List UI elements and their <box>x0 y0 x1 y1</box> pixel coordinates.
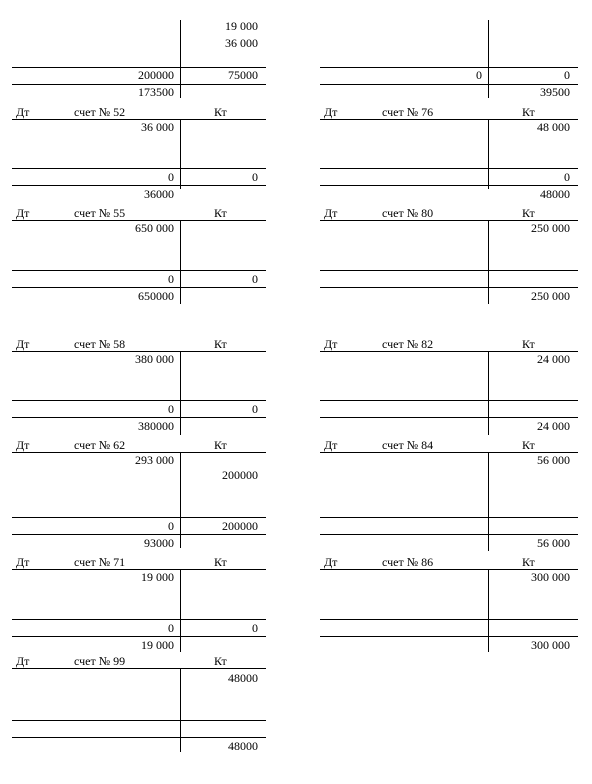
credit-entry: 36 000 <box>225 36 258 50</box>
account-rule <box>12 668 266 669</box>
t-account-99 <box>12 654 266 754</box>
t-account-80 <box>320 206 578 306</box>
credit-entry: 250 000 <box>531 221 570 235</box>
debit-entry: 19 000 <box>141 570 174 584</box>
credit-entry: 56 000 <box>537 453 570 467</box>
credit-turnover: 0 <box>252 621 258 635</box>
account-rule <box>12 287 266 288</box>
account-header <box>12 206 266 220</box>
credit-label: Кт <box>522 206 535 220</box>
account-header <box>12 654 266 668</box>
account-rule <box>320 417 578 418</box>
debit-closing-balance: 380000 <box>138 419 174 433</box>
debit-turnover: 200000 <box>138 68 174 82</box>
debit-label: Дт <box>324 337 338 351</box>
debit-entry: 650 000 <box>135 221 174 235</box>
account-divider-vertical <box>488 119 489 189</box>
account-rule <box>12 720 266 721</box>
credit-label: Кт <box>522 105 535 119</box>
credit-entry: 48000 <box>228 671 258 685</box>
account-rule <box>12 168 266 169</box>
t-account-top-right <box>320 20 578 100</box>
credit-label: Кт <box>522 555 535 569</box>
debit-closing-balance: 36000 <box>144 187 174 201</box>
debit-label: Дт <box>324 555 338 569</box>
t-account-62 <box>12 438 266 550</box>
debit-closing-balance: 173500 <box>138 85 174 99</box>
account-header <box>12 337 266 351</box>
account-rule <box>12 119 266 120</box>
credit-turnover: 0 <box>252 272 258 286</box>
debit-turnover: 0 <box>168 272 174 286</box>
debit-label: Дт <box>324 105 338 119</box>
account-rule <box>320 619 578 620</box>
debit-label: Дт <box>324 438 338 452</box>
credit-closing-balance: 56 000 <box>537 536 570 550</box>
account-header <box>320 337 578 351</box>
debit-label: Дт <box>16 555 30 569</box>
credit-entry: 48 000 <box>537 120 570 134</box>
debit-label: Дт <box>16 206 30 220</box>
account-divider-vertical <box>180 220 181 304</box>
debit-label: Дт <box>16 337 30 351</box>
debit-turnover: 0 <box>168 402 174 416</box>
debit-entry: 293 000 <box>135 453 174 467</box>
account-rule <box>320 287 578 288</box>
account-title: счет № 52 <box>74 105 126 119</box>
account-divider-vertical <box>180 668 181 752</box>
account-rule <box>320 168 578 169</box>
credit-closing-balance: 250 000 <box>531 289 570 303</box>
debit-label: Дт <box>16 654 30 668</box>
debit-label: Дт <box>16 105 30 119</box>
credit-label: Кт <box>214 105 227 119</box>
account-title: счет № 86 <box>382 555 434 569</box>
account-divider-vertical <box>180 569 181 652</box>
credit-turnover: 0 <box>252 402 258 416</box>
account-rule <box>320 517 578 518</box>
account-rule <box>320 67 578 68</box>
debit-closing-balance: 19 000 <box>141 638 174 652</box>
credit-closing-balance: 48000 <box>540 187 570 201</box>
account-title: счет № 99 <box>74 654 126 668</box>
debit-entry: 380 000 <box>135 352 174 366</box>
account-divider-vertical <box>488 220 489 304</box>
account-divider-vertical <box>180 20 181 98</box>
account-divider-vertical <box>488 569 489 652</box>
account-title: счет № 84 <box>382 438 434 452</box>
t-account-82 <box>320 337 578 437</box>
credit-entry: 200000 <box>222 468 258 482</box>
account-divider-vertical <box>488 20 489 98</box>
account-rule <box>320 185 578 186</box>
account-rule <box>12 270 266 271</box>
t-account-52 <box>12 105 266 201</box>
t-account-58 <box>12 337 266 437</box>
credit-label: Кт <box>214 206 227 220</box>
credit-entry: 300 000 <box>531 570 570 584</box>
credit-closing-balance: 39500 <box>540 85 570 99</box>
account-header <box>320 438 578 452</box>
t-account-76 <box>320 105 578 201</box>
account-rule <box>12 517 266 518</box>
debit-turnover: 0 <box>168 519 174 533</box>
credit-entry: 24 000 <box>537 352 570 366</box>
account-rule <box>12 417 266 418</box>
credit-label: Кт <box>214 555 227 569</box>
t-account-55 <box>12 206 266 306</box>
account-title: счет № 58 <box>74 337 126 351</box>
credit-turnover: 0 <box>564 68 570 82</box>
account-header <box>320 555 578 569</box>
account-divider-vertical <box>180 351 181 435</box>
debit-label: Дт <box>16 438 30 452</box>
account-title: счет № 71 <box>74 555 126 569</box>
account-title: счет № 76 <box>382 105 434 119</box>
account-header <box>12 555 266 569</box>
debit-entry: 36 000 <box>141 120 174 134</box>
credit-closing-balance: 300 000 <box>531 638 570 652</box>
t-account-top-left <box>12 20 266 100</box>
debit-closing-balance: 650000 <box>138 289 174 303</box>
account-rule <box>12 569 266 570</box>
account-rule <box>320 636 578 637</box>
account-divider-vertical <box>488 452 489 551</box>
credit-turnover: 75000 <box>228 68 258 82</box>
account-title: счет № 62 <box>74 438 126 452</box>
account-rule <box>320 400 578 401</box>
account-title: счет № 82 <box>382 337 434 351</box>
credit-label: Кт <box>522 337 535 351</box>
account-title: счет № 55 <box>74 206 126 220</box>
account-rule <box>12 636 266 637</box>
debit-turnover: 0 <box>476 68 482 82</box>
account-divider-vertical <box>488 351 489 435</box>
credit-turnover: 0 <box>252 170 258 184</box>
credit-entry: 19 000 <box>225 19 258 33</box>
account-rule <box>320 534 578 535</box>
credit-label: Кт <box>214 438 227 452</box>
credit-closing-balance: 24 000 <box>537 419 570 433</box>
account-header <box>320 105 578 119</box>
account-header <box>12 438 266 452</box>
account-rule <box>320 270 578 271</box>
credit-turnover: 200000 <box>222 519 258 533</box>
account-rule <box>12 619 266 620</box>
account-rule <box>12 400 266 401</box>
t-account-71 <box>12 555 266 654</box>
account-header <box>320 206 578 220</box>
credit-closing-balance: 48000 <box>228 739 258 753</box>
account-title: счет № 80 <box>382 206 434 220</box>
account-header <box>12 105 266 119</box>
t-account-84 <box>320 438 578 553</box>
account-rule <box>12 185 266 186</box>
account-rule <box>12 534 266 535</box>
debit-closing-balance: 93000 <box>144 536 174 550</box>
debit-label: Дт <box>324 206 338 220</box>
credit-label: Кт <box>214 337 227 351</box>
t-account-86 <box>320 555 578 654</box>
account-divider-vertical <box>180 119 181 189</box>
credit-turnover: 0 <box>564 170 570 184</box>
credit-label: Кт <box>522 438 535 452</box>
debit-turnover: 0 <box>168 170 174 184</box>
account-rule <box>12 737 266 738</box>
debit-turnover: 0 <box>168 621 174 635</box>
credit-label: Кт <box>214 654 227 668</box>
